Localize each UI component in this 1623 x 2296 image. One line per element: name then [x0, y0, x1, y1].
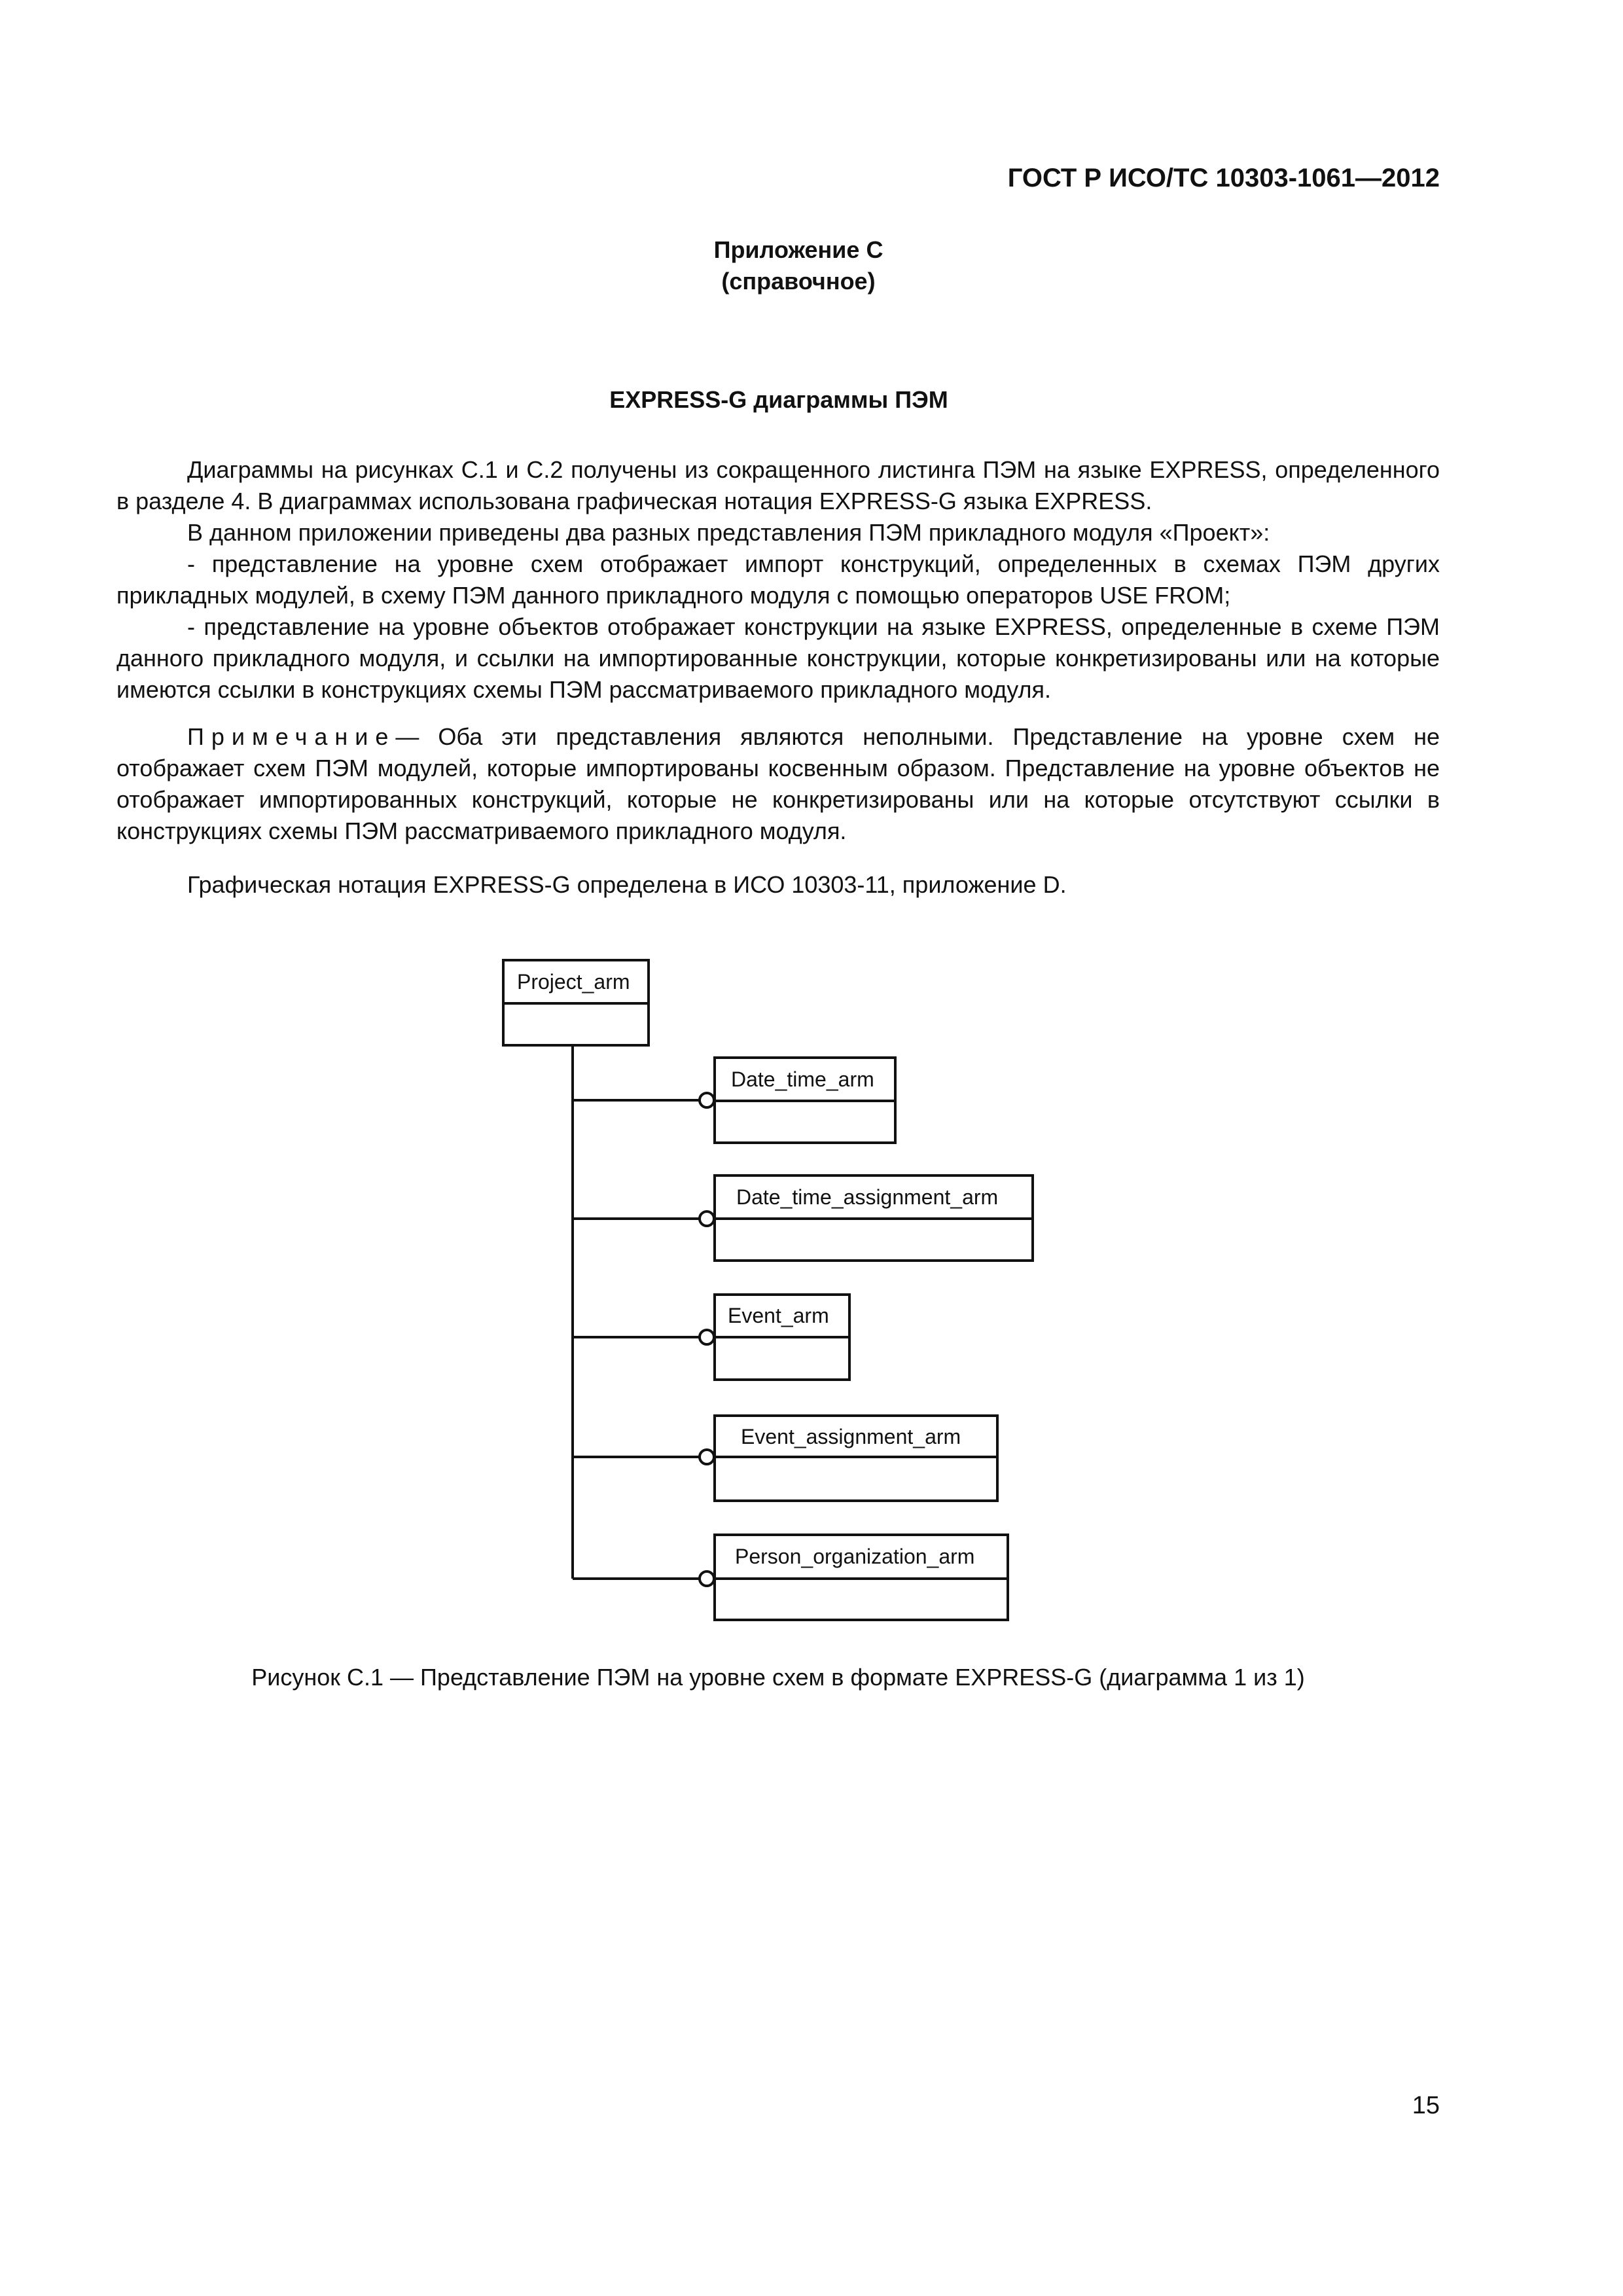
note-label: Примечание [187, 723, 396, 750]
paragraph: В данном приложении приведены два разных представления ПЭМ прикладного модуля «Проект»: [187, 519, 1270, 546]
paragraph: Диаграммы на рисунках С.1 и С.2 получены из сокращенного листинга ПЭМ на языке EXPRESS, определенного в разделе 4. В диаграммах использована графическая нотация EXPRESS-G языка EXPRESS. [116, 456, 1440, 514]
schema-label: Date_time_arm [731, 1067, 874, 1091]
schema-label: Event_assignment_arm [741, 1425, 961, 1448]
note-text: — Оба эти представления являются неполными. Представление на уровне схем не отображает схем ПЭМ модулей, которые импортированы косвенным образом. Представление на уровне объектов не отображает импортированных конструкций, которые не конкретизированы или на которые отсутствуют ссылки в конструкциях схемы ПЭМ рассматриваемого прикладного модуля. [116, 723, 1440, 844]
schema-box [573, 1058, 895, 1143]
root-schema-label: Project_arm [517, 970, 630, 994]
schema-box [573, 1175, 1033, 1261]
notation-paragraph: Графическая нотация EXPRESS-G определена в ИСО 10303-11, приложение D. [187, 871, 1067, 898]
page-number: 15 [1412, 2092, 1440, 2119]
reference-circle [700, 1093, 714, 1107]
schema-box [573, 1416, 997, 1501]
reference-circle [700, 1450, 714, 1464]
reference-circle [700, 1330, 714, 1344]
paragraph: - представление на уровне схем отображает импорт конструкций, определенных в схемах ПЭМ других прикладных модулей, в схему ПЭМ данного прикладного модуля с помощью операторов USE FROM; [116, 550, 1440, 609]
root-schema-box [503, 960, 649, 1045]
schema-box [573, 1295, 849, 1380]
standard-id: ГОСТ Р ИСО/ТС 10303-1061—2012 [1007, 164, 1440, 192]
figure-caption: Рисунок С.1 — Представление ПЭМ на уровне схем в формате EXPRESS-G (диаграмма 1 из 1) [251, 1664, 1305, 1691]
reference-circle [700, 1211, 714, 1226]
schema-box [573, 1535, 1008, 1620]
schema-label: Date_time_assignment_arm [736, 1185, 999, 1209]
annex-title: Приложение С [713, 236, 883, 263]
section-title: EXPRESS-G диаграммы ПЭМ [609, 386, 948, 413]
schema-label: Event_arm [728, 1304, 829, 1327]
paragraph: - представление на уровне объектов отображает конструкции на языке EXPRESS, определенные в схеме ПЭМ данного прикладного модуля, и ссылки на импортированные конструкции, которые конкретизированы или на которые имеются ссылки в конструкциях схемы ПЭМ рассматриваемого прикладного модуля. [116, 613, 1440, 703]
annex-status: (справочное) [721, 268, 876, 295]
schema-label: Person_organization_arm [735, 1545, 975, 1568]
reference-circle [700, 1571, 714, 1586]
